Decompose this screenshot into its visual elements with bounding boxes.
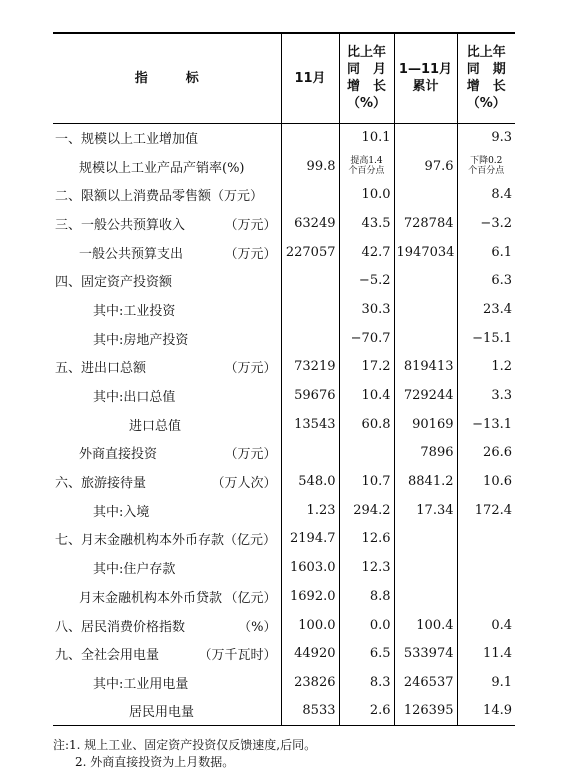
cell-cumulative-change: 10.6: [457, 467, 515, 496]
cell-month-change: 17.2: [339, 353, 394, 382]
cell-month-change: 10.4: [339, 381, 394, 410]
table-row: [53, 525, 515, 554]
row-label: [53, 353, 281, 382]
row-unit: （万人次）: [211, 476, 277, 492]
cell-cumulative: [394, 525, 457, 554]
table-row: [53, 496, 515, 525]
cell-month-change: 6.5: [339, 639, 394, 668]
row-label: [53, 324, 281, 353]
cell-cumulative-change-note-line: 下降0.2: [470, 156, 503, 167]
header-indicator: 指 标: [53, 33, 281, 123]
cell-month: 1603.0: [281, 553, 339, 582]
table-row: [53, 439, 515, 468]
row-unit: （万元）: [224, 217, 277, 233]
cell-cumulative-change: [457, 525, 515, 554]
cell-cumulative-change: 23.4: [457, 295, 515, 324]
row-label-text: 七、月末金融机构本外币存款（亿元）: [55, 533, 277, 549]
cell-cumulative-change: 9.1: [457, 668, 515, 697]
cell-month: 73219: [281, 353, 339, 382]
footnote-2: 2. 外商直接投资为上月数据。: [75, 755, 235, 769]
row-label: [53, 295, 281, 324]
row-label-text: 外商直接投资: [79, 447, 158, 463]
table-row: [53, 668, 515, 697]
row-label: [53, 467, 281, 496]
cell-cumulative-change: −15.1: [457, 324, 515, 353]
cell-month: 59676: [281, 381, 339, 410]
cell-month: 99.8: [281, 152, 339, 181]
row-label: [53, 639, 281, 668]
row-label: [53, 496, 281, 525]
cell-cumulative-change: 0.4: [457, 611, 515, 640]
cell-cumulative: 729244: [394, 381, 457, 410]
row-label-text: 居民用电量: [129, 705, 195, 721]
table-row: [53, 639, 515, 668]
row-unit: （万元）: [224, 447, 277, 463]
cell-cumulative-change: 6.1: [457, 238, 515, 267]
cell-cumulative: 97.6: [394, 152, 457, 181]
row-label: [53, 381, 281, 410]
cell-cumulative-change: 14.9: [457, 697, 515, 726]
row-label-text: 一、规模以上工业增加值: [55, 132, 199, 148]
footnote-1: 注:1. 规上工业、固定资产投资仅反馈速度,后同。: [53, 738, 317, 752]
cell-cumulative-change-note-line: 个百分点: [468, 166, 505, 177]
table-row: [53, 295, 515, 324]
cell-cumulative: 126395: [394, 697, 457, 726]
cell-month-change: 12.6: [339, 525, 394, 554]
row-label: [53, 582, 281, 611]
row-unit: （%）: [238, 619, 277, 635]
cell-cumulative: 7896: [394, 439, 457, 468]
statistics-table: [53, 32, 515, 726]
row-label: [53, 439, 281, 468]
row-label: [53, 553, 281, 582]
row-unit: （万千瓦时）: [198, 648, 277, 664]
cell-cumulative: 90169: [394, 410, 457, 439]
table-row: [53, 180, 515, 209]
cell-month-change-note: [339, 152, 394, 181]
row-unit: （万元）: [224, 246, 277, 262]
cell-cumulative: 246537: [394, 668, 457, 697]
cell-cumulative-change: 3.3: [457, 381, 515, 410]
row-label-text: 其中:入境: [93, 504, 150, 520]
row-label: [53, 525, 281, 554]
cell-month: 1692.0: [281, 582, 339, 611]
cell-cumulative-change: [457, 582, 515, 611]
cell-month-change: 0.0: [339, 611, 394, 640]
cell-cumulative: 533974: [394, 639, 457, 668]
table-header: [53, 33, 515, 123]
cell-cumulative: [394, 180, 457, 209]
row-label-text: 六、旅游接待量: [55, 476, 147, 492]
cell-month-change: [339, 439, 394, 468]
row-label-text: 其中:房地产投资: [93, 332, 189, 348]
row-label-text: 五、进出口总额: [55, 361, 147, 377]
table-row: [53, 123, 515, 152]
cell-month: [281, 324, 339, 353]
row-label: [53, 152, 281, 181]
header-month-change: 比上年 同 月 增 长 （%）: [339, 33, 394, 123]
row-label: [53, 180, 281, 209]
row-label-text: 其中:住户存款: [93, 562, 176, 578]
table-row: [53, 697, 515, 726]
cell-month: 1.23: [281, 496, 339, 525]
cell-cumulative-change: 8.4: [457, 180, 515, 209]
row-label: [53, 611, 281, 640]
footnotes: [53, 737, 316, 771]
row-label-text: 二、限额以上消费品零售额（万元）: [55, 189, 264, 205]
cell-month-change: 30.3: [339, 295, 394, 324]
cell-month-change: 43.5: [339, 209, 394, 238]
cell-month: [281, 295, 339, 324]
cell-cumulative-change: 26.6: [457, 439, 515, 468]
row-label: [53, 697, 281, 726]
row-label-text: 三、一般公共预算收入: [55, 217, 186, 233]
cell-cumulative: 8841.2: [394, 467, 457, 496]
header-cumulative-change: 比上年 同 期 增 长 （%）: [457, 33, 515, 123]
cell-cumulative-change: 172.4: [457, 496, 515, 525]
table-row: [53, 266, 515, 295]
row-label-text: 八、居民消费价格指数: [55, 619, 186, 635]
cell-cumulative: [394, 582, 457, 611]
cell-month-change: 294.2: [339, 496, 394, 525]
row-label-text: 九、全社会用电量: [55, 648, 160, 664]
cell-month: 2194.7: [281, 525, 339, 554]
row-label: [53, 238, 281, 267]
row-label-text: 月末金融机构本外币贷款: [79, 590, 223, 606]
cell-month-change: 8.8: [339, 582, 394, 611]
cell-cumulative: 1947034: [394, 238, 457, 267]
cell-cumulative: 17.34: [394, 496, 457, 525]
cell-cumulative: [394, 324, 457, 353]
table-row: [53, 353, 515, 382]
cell-month-change: 8.3: [339, 668, 394, 697]
row-unit: （亿元）: [224, 590, 277, 606]
cell-cumulative-change: −13.1: [457, 410, 515, 439]
table-body: [53, 123, 515, 725]
cell-month: 8533: [281, 697, 339, 726]
table-row: [53, 611, 515, 640]
cell-cumulative: [394, 553, 457, 582]
cell-cumulative: 100.4: [394, 611, 457, 640]
cell-month: [281, 439, 339, 468]
row-label: [53, 410, 281, 439]
row-unit: （万元）: [224, 361, 277, 377]
cell-month-change: 10.7: [339, 467, 394, 496]
cell-month: 44920: [281, 639, 339, 668]
table-row: [53, 553, 515, 582]
cell-cumulative-change: 11.4: [457, 639, 515, 668]
cell-month-change-note-line: 提高1.4: [350, 156, 383, 167]
table-row: [53, 324, 515, 353]
cell-cumulative: [394, 295, 457, 324]
cell-month: [281, 266, 339, 295]
row-label-text: 进口总值: [129, 418, 182, 434]
cell-month: [281, 180, 339, 209]
row-label-text: 其中:工业用电量: [93, 676, 189, 692]
cell-month: 100.0: [281, 611, 339, 640]
table-row: [53, 209, 515, 238]
cell-month-change: −70.7: [339, 324, 394, 353]
cell-month-change-note-line: 个百分点: [348, 166, 385, 177]
cell-month-change: 10.1: [339, 123, 394, 152]
cell-month: 548.0: [281, 467, 339, 496]
cell-month-change: 60.8: [339, 410, 394, 439]
row-label-text: 其中:工业投资: [93, 303, 176, 319]
row-label-text: 一般公共预算支出: [79, 246, 184, 262]
table-row: [53, 582, 515, 611]
header-cumulative: 1—11月 累计: [394, 33, 457, 123]
cell-month-change: −5.2: [339, 266, 394, 295]
cell-month: [281, 123, 339, 152]
row-label: [53, 123, 281, 152]
header-month: 11月: [281, 33, 339, 123]
cell-cumulative-change-note: [457, 152, 515, 181]
cell-month: 13543: [281, 410, 339, 439]
row-label-text: 其中:出口总值: [93, 390, 176, 406]
row-label: [53, 209, 281, 238]
cell-cumulative-change: 1.2: [457, 353, 515, 382]
table-row: [53, 238, 515, 267]
cell-month: 63249: [281, 209, 339, 238]
cell-month-change: 2.6: [339, 697, 394, 726]
table-row: [53, 152, 515, 181]
table-row: [53, 381, 515, 410]
row-label-text: 规模以上工业产品产销率(%): [79, 160, 245, 176]
cell-month-change: 12.3: [339, 553, 394, 582]
cell-cumulative: [394, 123, 457, 152]
cell-cumulative: 819413: [394, 353, 457, 382]
cell-cumulative-change: [457, 553, 515, 582]
cell-cumulative: 728784: [394, 209, 457, 238]
cell-month-change: 10.0: [339, 180, 394, 209]
cell-cumulative-change: 9.3: [457, 123, 515, 152]
row-label: [53, 266, 281, 295]
cell-month-change: 42.7: [339, 238, 394, 267]
cell-cumulative: [394, 266, 457, 295]
cell-cumulative-change: −3.2: [457, 209, 515, 238]
row-label: [53, 668, 281, 697]
table-row: [53, 410, 515, 439]
cell-month: 23826: [281, 668, 339, 697]
cell-month: 227057: [281, 238, 339, 267]
table-row: [53, 467, 515, 496]
cell-cumulative-change: 6.3: [457, 266, 515, 295]
row-label-text: 四、固定资产投资额: [55, 275, 173, 291]
